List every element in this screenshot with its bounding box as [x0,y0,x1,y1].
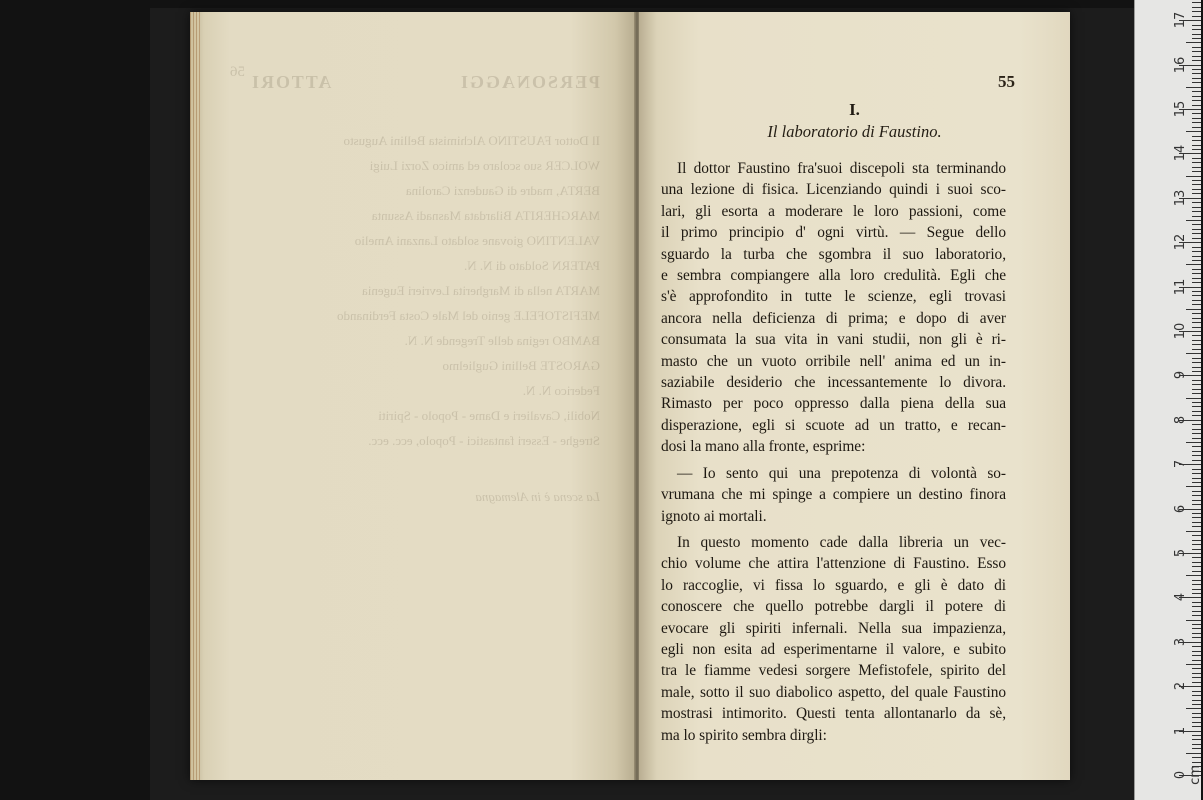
text-line: conoscere che quello potrebbe dargli il potere di [661,598,1006,616]
ruler-tick [1192,735,1201,736]
ruler-number: 14 [1173,145,1188,162]
ruler-tick [1186,486,1201,487]
ruler-tick [1192,207,1201,208]
bleed-line: Federico N. N. [522,383,600,398]
ruler-tick [1192,304,1201,305]
text-line: ma lo spirito sembra dirgli: [661,726,827,744]
ruler-number: 5 [1173,548,1188,558]
ruler-tick [1192,562,1201,563]
ruler-tick [1192,78,1201,79]
ruler-tick [1192,513,1201,514]
bleed-heading-left: PERSONAGGI [458,72,600,92]
text-line: il primo principio d' ogni virtù. — Segue dello [661,224,1006,242]
ruler-number: 7 [1173,460,1188,469]
ruler-number: 10 [1173,322,1188,340]
ruler-tick [1192,278,1201,279]
ruler-tick [1192,380,1201,381]
ruler-number: 11 [1173,278,1188,295]
ruler-tick [1186,531,1201,532]
ruler-tick [1192,216,1201,217]
ruler-tick [1192,25,1201,26]
ruler-tick [1192,371,1201,372]
ruler-number: 17 [1173,11,1188,29]
ruler-tick [1192,762,1201,763]
text-line: male, sotto il suo diabolico aspetto, del quale Faustino [661,683,1006,701]
ruler-tick [1192,478,1201,479]
bleed-through-text [230,64,600,505]
ruler-tick [1192,540,1201,541]
ruler-number: 1 [1173,726,1188,735]
ruler-tick [1192,273,1201,274]
ruler-tick [1192,411,1201,412]
ruler-tick [1192,651,1201,652]
ruler-tick [1192,51,1201,52]
ruler-tick [1192,557,1201,558]
ruler-tick [1192,291,1201,292]
ruler-tick [1186,442,1201,443]
ruler-tick [1192,47,1201,48]
ruler-tick [1192,327,1201,328]
ruler-tick [1192,451,1201,452]
ruler-tick [1192,100,1201,101]
ruler-tick [1192,611,1201,612]
ruler-tick [1192,69,1201,70]
ruler-tick [1192,96,1201,97]
ruler-tick [1192,344,1201,345]
ruler-tick [1192,140,1201,141]
ruler-tick [1186,620,1201,621]
ruler-tick [1192,673,1201,674]
ruler-tick [1186,664,1201,665]
ruler-tick [1192,726,1201,727]
ruler-tick [1192,300,1201,301]
ruler-tick [1192,384,1201,385]
text-line: sguardo la turba che sgombra il suo laboratorio, [661,245,1006,263]
bleed-line: MEFISTOFELE genio del Male Costa Ferdinando [337,308,600,323]
text-line: disperazione, egli si scuote ad un tratto, e recan- [661,416,1006,434]
ruler-tick [1192,713,1201,714]
ruler-tick [1192,393,1201,394]
text-line: egli non esita ad esperimentarne il valore, e subito [661,640,1006,658]
ruler-tick [1192,318,1201,319]
ruler-tick [1192,60,1201,61]
ruler-tick [1186,176,1201,177]
ruler-tick [1192,677,1201,678]
ruler-tick [1192,158,1201,159]
text-line: In questo momento cade dalla libreria un vec- [677,533,1006,551]
ruler-tick [1192,122,1201,123]
measuring-ruler [1134,0,1201,800]
ruler-tick [1192,29,1201,30]
ruler-tick [1192,517,1201,518]
ruler-tick [1192,367,1201,368]
ruler-tick [1192,633,1201,634]
ruler-tick [1192,571,1201,572]
ruler-tick [1192,189,1201,190]
page-edge [190,12,200,780]
ruler-number: 13 [1173,189,1188,207]
ruler-tick [1192,167,1201,168]
ruler-tick [1192,544,1201,545]
ruler-tick [1192,593,1201,594]
ruler-tick [1192,415,1201,416]
ruler-tick [1192,224,1201,225]
ruler-tick [1186,353,1201,354]
bleed-line: BAMBO regina delle Tregende N. N. [404,333,600,348]
bleed-line: Streghe - Esseri fantastici - Popolo, ecc. ecc. [368,433,600,448]
ruler-tick [1186,131,1201,132]
ruler-tick [1192,429,1201,430]
ruler-number: 16 [1173,56,1188,73]
ruler-tick [1192,433,1201,434]
ruler-tick [1192,282,1201,283]
ruler-tick [1192,549,1201,550]
ruler-tick [1192,313,1201,314]
ruler-tick [1192,184,1201,185]
right-page [639,12,1070,780]
ruler-tick [1192,438,1201,439]
ruler-tick [1192,233,1201,234]
ruler-tick [1192,469,1201,470]
ruler-tick [1192,602,1201,603]
ruler-tick [1192,251,1201,252]
ruler-tick [1192,624,1201,625]
bleed-line: MARGHERITA Bilardata Masnadi Assunta [371,208,600,223]
ruler-number: 9 [1173,371,1188,380]
bleed-line: BERTA, madre di Gaudenzi Carolina [405,183,600,198]
ruler-tick [1192,73,1201,74]
left-page [190,12,635,780]
ruler-tick [1192,211,1201,212]
text-line: e sembra compiangere alla loro credulità. Egli che [661,267,1006,285]
ruler-tick [1192,722,1201,723]
ruler-tick [1192,522,1201,523]
ruler-tick [1192,202,1201,203]
ruler-tick [1192,615,1201,616]
ruler-tick [1192,7,1201,8]
ruler-tick [1186,309,1201,310]
ruler-tick [1192,56,1201,57]
ruler-tick [1192,482,1201,483]
ruler-tick [1192,256,1201,257]
bleed-line: VALENTINO giovane soldato Lanzani Amelio [354,233,600,248]
bleed-line: MARTA nella di Margherita Levrieri Eugenia [361,283,600,298]
ruler-tick [1192,406,1201,407]
text-line: tra le fiamme vedesi sorgere Mefistofele, spirito del [661,662,1006,680]
ruler-tick [1192,660,1201,661]
ruler-number: 8 [1173,415,1188,424]
text-line: s'è approfondito in tutte le scienze, egli trovasi [661,288,1006,306]
bleed-page-number: 56 [230,64,245,80]
ruler-tick [1186,708,1201,709]
text-line: masto che un vuoto orribile nell' anima ed un in- [661,352,1006,370]
ruler-number: 0 cm [1173,765,1203,785]
ruler-number: 6 [1173,504,1188,513]
ruler-tick [1186,264,1201,265]
ruler-tick [1192,455,1201,456]
ruler-tick [1192,655,1201,656]
bleed-heading-right: ATTORI [250,72,332,92]
text-line: lo raccoglie, vi fissa lo sguardo, e gli è dato di [661,576,1006,594]
text-line: Il dottor Faustino fra'suoi discepoli sta terminando [677,160,1006,177]
ruler-tick [1192,739,1201,740]
ruler-tick [1192,11,1201,12]
ruler-number: 12 [1173,233,1188,251]
ruler-tick [1192,628,1201,629]
ruler-tick [1192,757,1201,758]
text-line: vrumana che mi spinge a compiere un destino finora [661,486,1006,504]
ruler-tick [1192,535,1201,536]
ruler-tick [1192,229,1201,230]
text-line: chio volume che attira l'attenzione di Faustino. Esso [661,555,1006,573]
ruler-tick [1192,704,1201,705]
ruler-tick [1192,566,1201,567]
text-line: saziabile desiderio che incessantemente lo divora. [661,374,1006,392]
ruler-tick [1192,402,1201,403]
ruler-tick [1192,691,1201,692]
ruler-tick [1192,606,1201,607]
text-line: lari, gli esorta a moderare le loro passioni, come [661,202,1006,220]
ruler-tick [1192,495,1201,496]
bleed-line: GAROSTE Bellini Guglielmo [442,358,600,373]
ruler-tick [1192,149,1201,150]
text-line: ancora nella deficienza di prima; e dopo di aver [661,309,1006,327]
ruler-tick [1192,180,1201,181]
ruler-tick [1192,584,1201,585]
ruler-tick [1192,16,1201,17]
ruler-tick [1192,136,1201,137]
ruler-number: 2 [1173,682,1188,691]
ruler-tick [1192,637,1201,638]
ruler-tick [1192,473,1201,474]
ruler-tick [1192,247,1201,248]
ruler-tick [1192,335,1201,336]
ruler-tick [1192,695,1201,696]
bleed-cast-list [250,133,600,449]
ruler-tick [1192,2,1201,3]
ruler-tick [1192,589,1201,590]
ruler-tick [1192,491,1201,492]
ruler-tick [1192,193,1201,194]
ruler-tick [1186,87,1201,88]
ruler-tick [1192,526,1201,527]
ruler-tick [1192,744,1201,745]
chapter-title: Il laboratorio di Faustino. [767,122,942,141]
ruler-tick [1192,668,1201,669]
bleed-line: Nobili, Cavalieri e Dame - Popolo - Spiriti [378,408,600,423]
ruler-tick [1186,220,1201,221]
ruler-tick [1192,389,1201,390]
ruler-tick [1192,162,1201,163]
ruler-tick [1186,575,1201,576]
ruler-tick [1192,580,1201,581]
text-line: — Io sento qui una prepotenza di volontà so- [677,464,1006,482]
ruler-number: 3 [1173,637,1188,646]
ruler-tick [1192,105,1201,106]
ruler-tick [1192,717,1201,718]
ruler-tick [1192,362,1201,363]
ruler-tick [1192,260,1201,261]
ruler-tick [1192,322,1201,323]
ruler-tick [1192,91,1201,92]
text-line: ignoto ai mortali. [661,507,767,525]
ruler-tick [1192,748,1201,749]
ruler-tick [1192,340,1201,341]
ruler-tick [1192,700,1201,701]
page-number: 55 [998,72,1015,91]
bleed-line: PATERN Soldato di N. N. [463,258,600,273]
text-line: Rimasto per poco oppresso dalla piena della sua [661,395,1006,413]
ruler-tick [1192,424,1201,425]
text-line: dosi la mano alla fronte, esprime: [661,438,866,456]
body-text [661,158,1006,746]
ruler-tick [1192,118,1201,119]
bleed-heading [250,72,600,93]
ruler-tick [1192,349,1201,350]
ruler-tick [1192,171,1201,172]
bleed-line: WOLCER suo scolaro ed amico Zorzi Luigi [369,158,600,173]
ruler-tick [1192,504,1201,505]
text-line: consumata la sua vita in vani studii, non gli è ri- [661,331,1006,349]
text-line: mostrasi intimorito. Questi tenta allontanarlo da sè, [661,705,1006,723]
bleed-footer: La scena è in Alemagna [475,489,600,504]
ruler-number: 4 [1173,593,1188,602]
ruler-number: 15 [1173,100,1188,118]
ruler-tick [1192,500,1201,501]
ruler-tick [1192,460,1201,461]
bleed-line: Il Dottor FAUSTINO Alchimista Bellini Augusto [343,133,600,148]
ruler-tick [1186,42,1201,43]
ruler-tick [1192,446,1201,447]
ruler-tick [1192,358,1201,359]
ruler-tick [1192,113,1201,114]
ruler-tick [1192,38,1201,39]
ruler-tick [1192,295,1201,296]
ruler-tick [1192,82,1201,83]
text-line: evocare gli spiriti infernali. Nella sua impazienza, [661,619,1006,637]
ruler-tick [1192,682,1201,683]
ruler-tick [1186,398,1201,399]
open-book [190,12,1070,780]
ruler-tick [1192,145,1201,146]
ruler-tick [1192,34,1201,35]
text-line: una lezione di fisica. Licenziando quindi i suoi sco- [661,181,1006,199]
ruler-tick [1192,269,1201,270]
ruler-tick [1186,753,1201,754]
ruler-tick [1192,646,1201,647]
chapter-number: I. [849,100,860,119]
ruler-tick [1192,238,1201,239]
ruler-tick [1192,127,1201,128]
